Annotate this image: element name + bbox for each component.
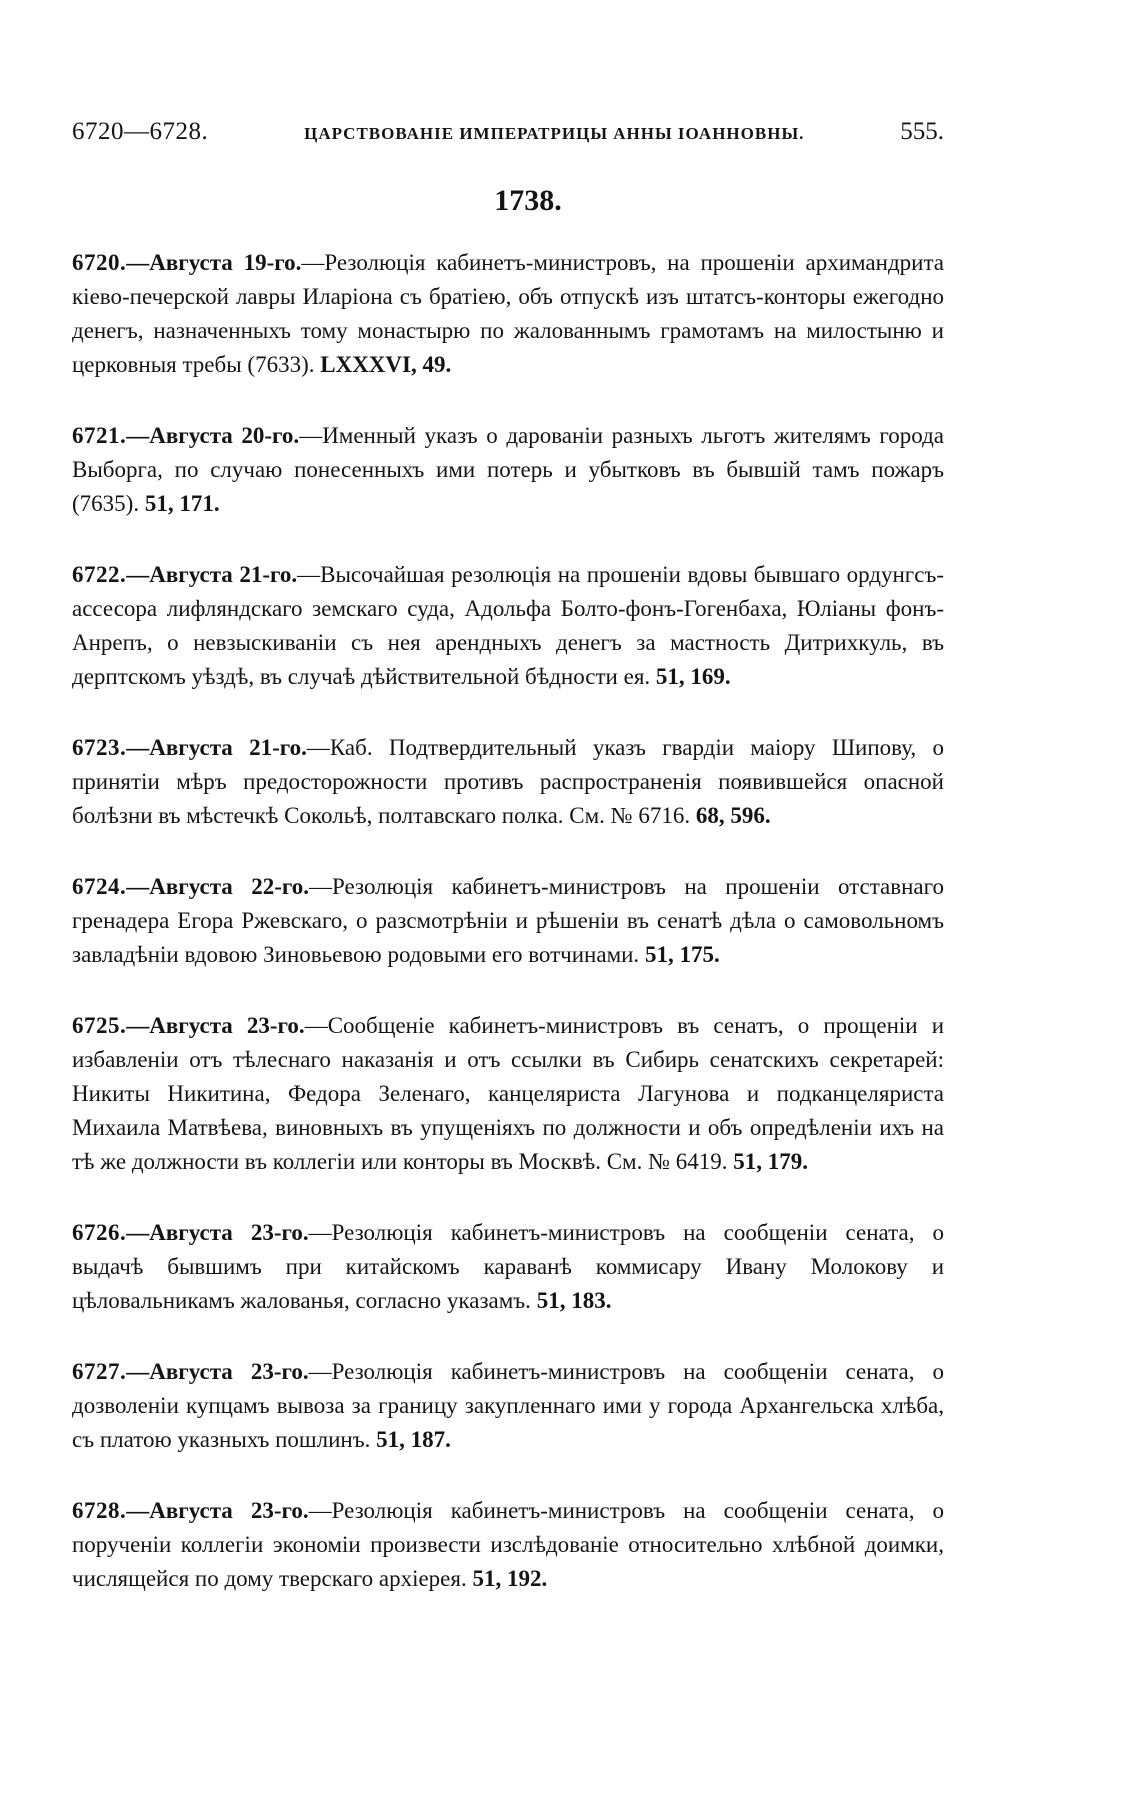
- year-heading: 1738.: [494, 184, 562, 217]
- entry-6726: [72, 1216, 944, 1318]
- entry-text: —Высочайшая резолюція на прошеніи вдовы бывшаго ордунгсъ-ассесора лифляндскаго земскаго суда, Адольфа Болто-фонъ-Гогенбаха, Юліаны фонъ-Анрепъ, о невзыскиваніи съ нея арендныхъ денегъ за мастность Дитрихкуль, въ дерптскомъ уѣздѣ, въ случаѣ дѣйствительной бѣдности ея.: [72, 562, 944, 689]
- entry-6727: [72, 1355, 944, 1457]
- entry-date: —Августа 22-го.: [126, 874, 310, 899]
- entry-text: —Резолюція кабинетъ-министровъ на сообщеніи сената, о выдачѣ бывшимъ при китайскомъ караванѣ коммисару Ивану Молокову и цѣловальникамъ жалованья, согласно указамъ.: [72, 1220, 944, 1313]
- entry-source: 68, 596.: [695, 803, 771, 828]
- entry-text: —Резолюція кабинетъ-министровъ, на прошеніи архимандрита кіево-печерской лавры Иларіона съ братіею, объ отпускѣ изъ штатсъ-конторы ежегодно денегъ, назначенныхъ тому монастырю по жалованнымъ грамотамъ на милостыню и церковныя требы (7633).: [72, 250, 944, 377]
- entry-range: 6720—6728.: [72, 118, 209, 145]
- entry-source: 51, 179.: [733, 1149, 809, 1174]
- entry-6728: [72, 1494, 944, 1596]
- entry-6724: [72, 870, 944, 972]
- entry-date: —Августа 23-го.: [126, 1013, 305, 1038]
- entry-source: LXXXVI, 49.: [320, 352, 452, 377]
- entry-number: 6721.: [72, 423, 127, 448]
- reign-title: ЦАРСТВОВАНІЕ ИМПЕРАТРИЦЫ АННЫ ІОАННОВНЫ.: [304, 124, 805, 143]
- entry-source: 51, 192.: [472, 1566, 548, 1591]
- entry-6725: [72, 1009, 944, 1179]
- entry-6723: [72, 731, 944, 833]
- entry-source: 51, 175.: [644, 942, 720, 967]
- entry-text: —Резолюція кабинетъ-министровъ на сообщеніи сената, о дозволеніи купцамъ вывоза за границу закупленнаго ими у города Архангельска хлѣба, съ платою указныхъ пошлинъ.: [72, 1359, 944, 1452]
- entry-date: —Августа 23-го.: [126, 1359, 309, 1384]
- entry-date: —Августа 19-го.: [126, 250, 302, 275]
- entry-number: 6726.: [72, 1220, 127, 1245]
- entry-number: 6727.: [72, 1359, 127, 1384]
- entry-text: —Именный указъ о дарованіи разныхъ льготъ жителямъ города Выборга, по случаю понесенныхъ ими потерь и убытковъ въ бывшій тамъ пожаръ (7635).: [72, 423, 944, 516]
- entry-source: 51, 171.: [144, 491, 220, 516]
- entry-text: —Резолюція кабинетъ-министровъ на сообщеніи сената, о порученіи коллегіи экономіи произвести изслѣдованіе относительно хлѣбной доимки, числящейся по дому тверскаго архіерея.: [72, 1498, 944, 1591]
- document-page: [72, 118, 944, 1633]
- entry-text: —Каб. Подтвердительный указъ гвардіи маіору Шипову, о принятіи мѣръ предосторожности противъ распространенія появившейся опасной болѣзни въ мѣстечкѣ Сокольѣ, полтавскаго полка. См. № 6716.: [72, 735, 944, 828]
- running-head: [72, 118, 944, 158]
- entry-number: 6724.: [72, 874, 127, 899]
- entry-source: 51, 183.: [536, 1288, 612, 1313]
- entry-number: 6723.: [72, 735, 127, 760]
- entry-number: 6725.: [72, 1013, 127, 1038]
- page-number: 555.: [900, 118, 944, 145]
- entry-date: —Августа 21-го.: [126, 562, 298, 587]
- entry-date: —Августа 20-го.: [126, 423, 300, 448]
- entry-6721: [72, 419, 944, 521]
- entry-source: 51, 169.: [655, 664, 731, 689]
- entry-number: 6728.: [72, 1498, 127, 1523]
- entry-source: 51, 187.: [376, 1427, 451, 1452]
- entry-text: —Сообщеніе кабинетъ-министровъ въ сенатъ, о прощеніи и избавленіи отъ тѣлеснаго наказанія и отъ ссылки въ Сибирь сенатскихъ секретарей: Никиты Никитина, Федора Зеленаго, канцеляриста Лагунова и подканцеляриста Михаила Матвѣева, виновныхъ въ упущеніяхъ по должности и объ опредѣленіи ихъ на тѣ же должности въ коллегіи или конторы въ Москвѣ. См. № 6419.: [72, 1013, 944, 1174]
- entry-text: —Резолюція кабинетъ-министровъ на прошеніи отставнаго гренадера Егора Ржевскаго, о разсмотрѣніи и рѣшеніи въ сенатѣ дѣла о самовольномъ завладѣніи вдовою Зиновьевою родовыми его вотчинами.: [72, 874, 944, 967]
- entry-6720: [72, 246, 944, 382]
- entry-date: —Августа 21-го.: [126, 735, 307, 760]
- entry-date: —Августа 23-го.: [126, 1498, 309, 1523]
- entry-number: 6722.: [72, 562, 127, 587]
- entry-6722: [72, 558, 944, 694]
- entry-number: 6720.: [72, 250, 127, 275]
- entry-date: —Августа 23-го.: [126, 1220, 309, 1245]
